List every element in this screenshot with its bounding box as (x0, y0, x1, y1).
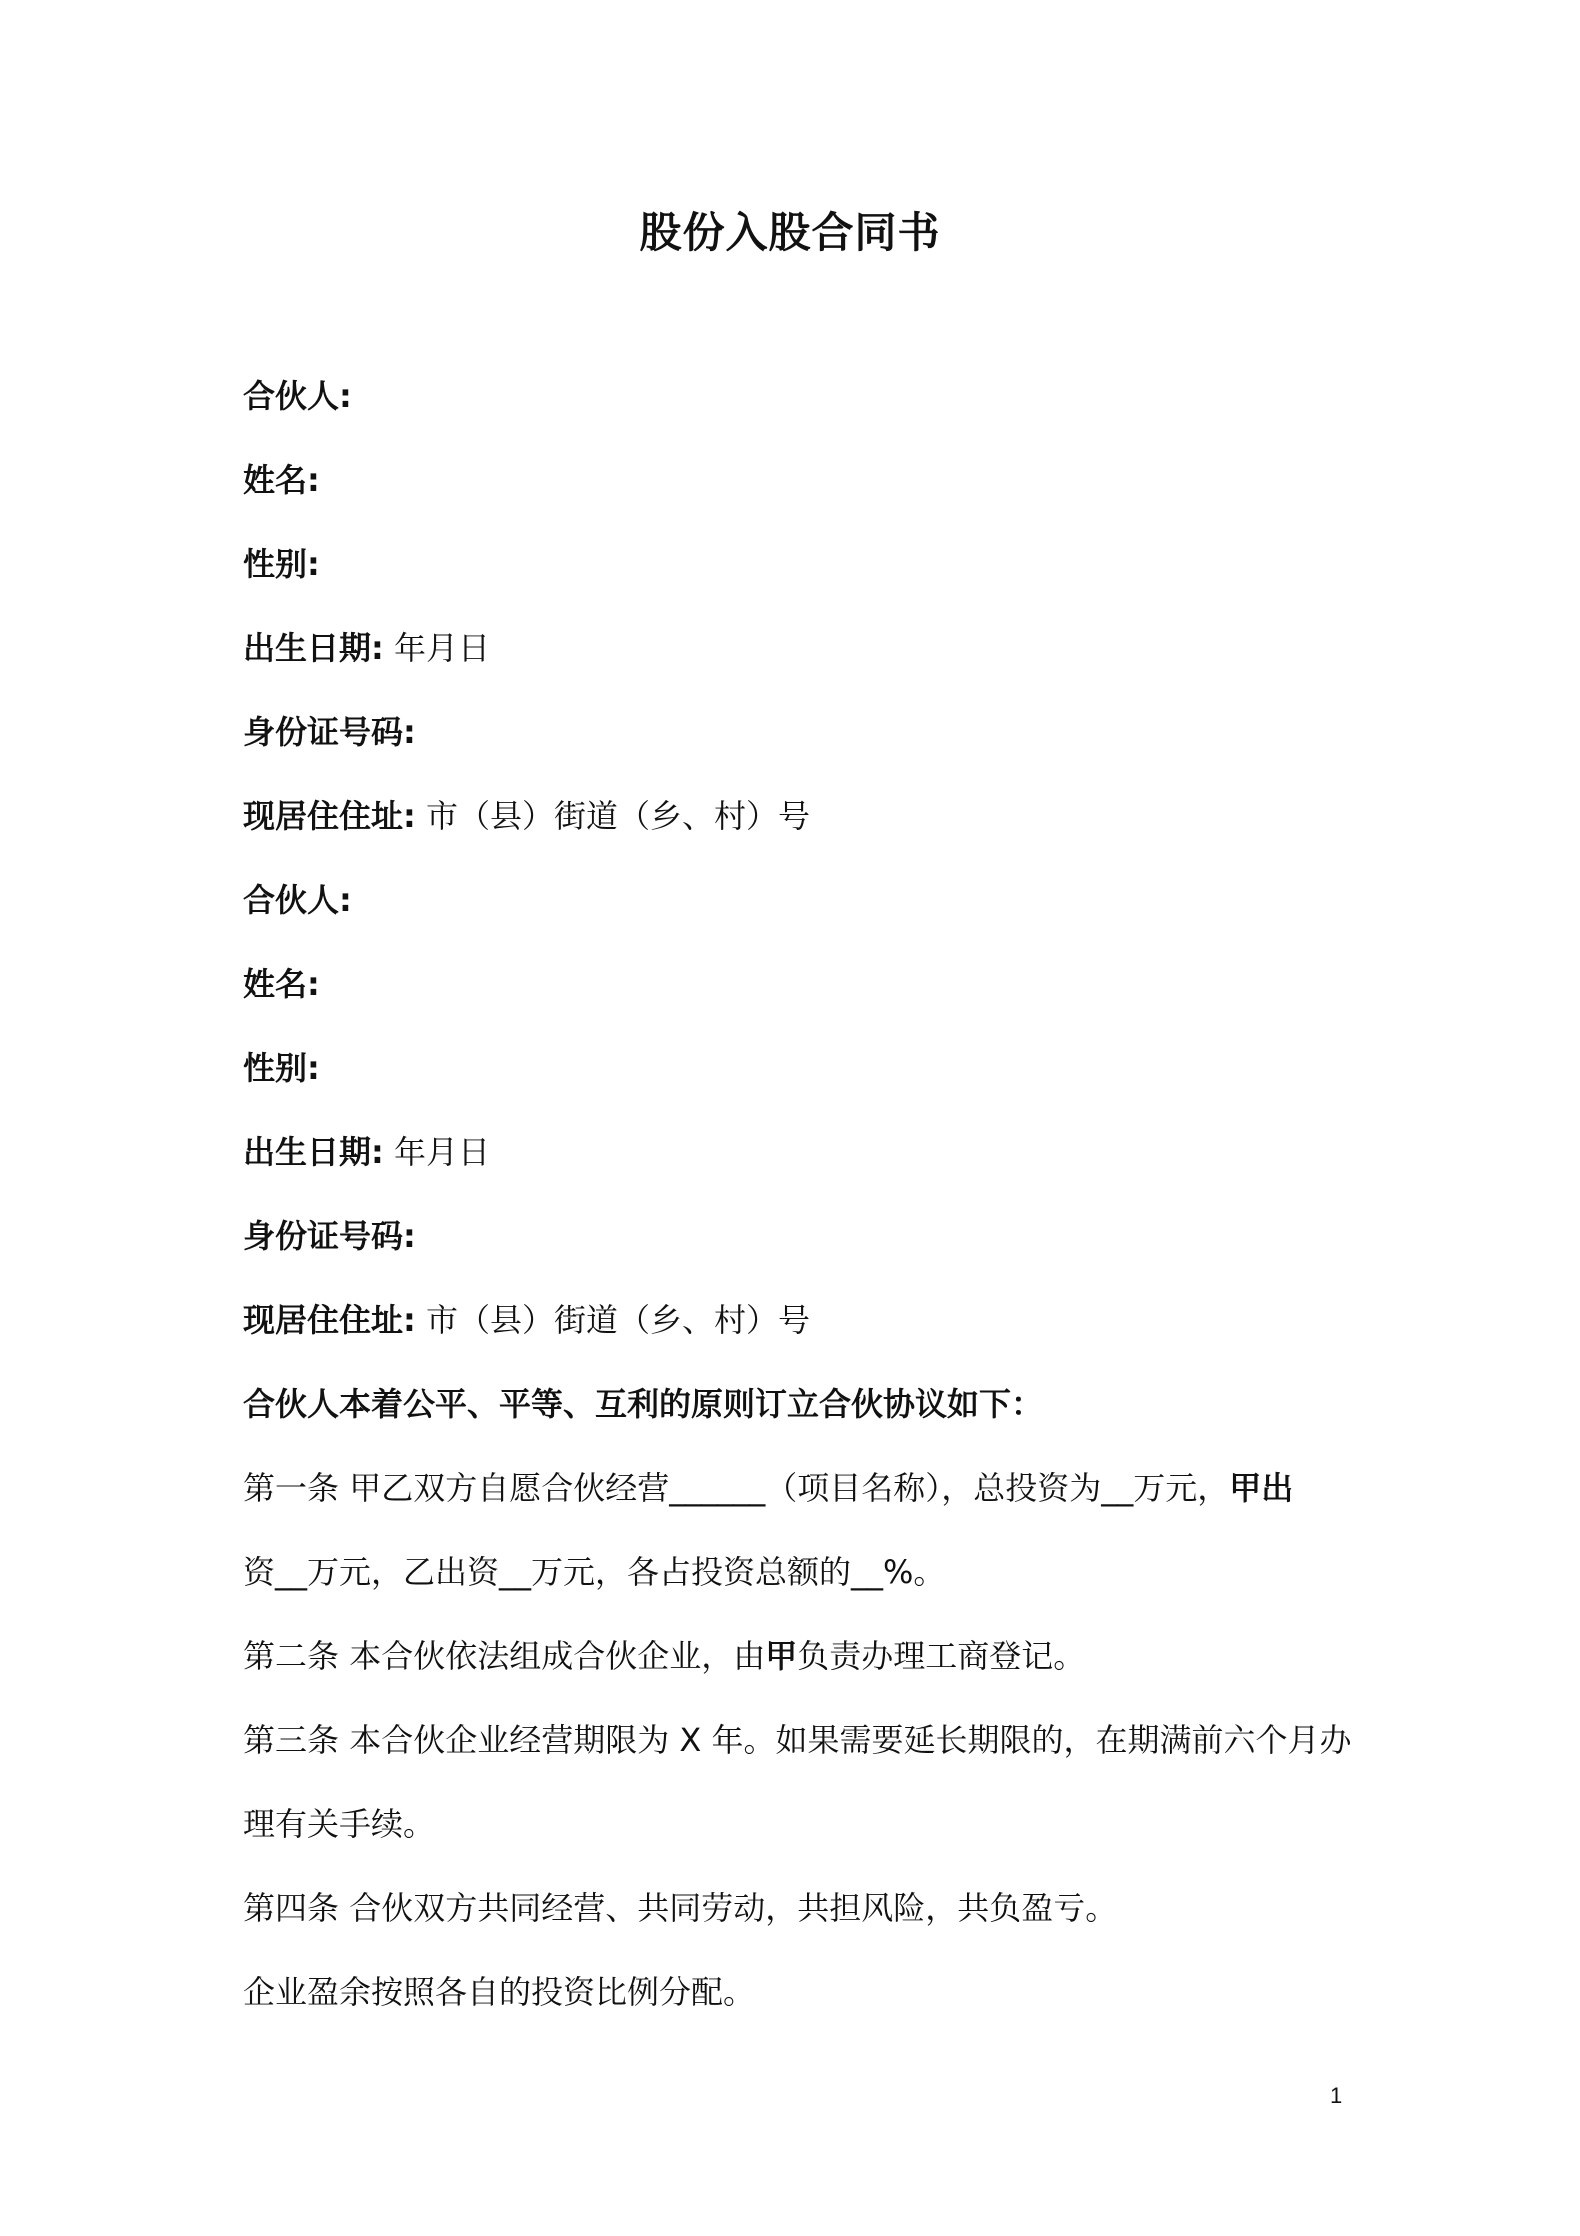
article-1-text: 甲乙双方自愿合伙经营______（项目名称），总投资为__万元， (349, 1469, 1230, 1507)
preamble: 合伙人本着公平、平等、互利的原则订立合伙协议如下： (243, 1385, 1044, 1423)
partner1-gender-label: 性别: (243, 545, 320, 583)
document-body (243, 372, 1353, 2052)
partner2-birth-row (243, 1128, 1353, 1212)
page-number: 1 (1330, 2083, 1343, 2108)
partner2-birth-label: 出生日期: (243, 1133, 384, 1171)
partner2-address-row (243, 1296, 1353, 1380)
partner1-address-label: 现居住住址: (243, 797, 416, 835)
article-2-text-c: 负责办理工商登记。 (797, 1637, 1086, 1675)
partner2-name-label: 姓名: (243, 965, 320, 1003)
partner1-birth-label: 出生日期: (243, 629, 384, 667)
partner2-birth-value: 年月日 (393, 1133, 490, 1171)
partner2-label: 合伙人: (243, 881, 352, 919)
partner2-gender-label: 性别: (243, 1049, 320, 1087)
article-1-number: 第一条 (243, 1469, 340, 1507)
article-4-line-2: 企业盈余按照各自的投资比例分配。 (243, 1973, 756, 2011)
partner1-label: 合伙人: (243, 377, 352, 415)
partner1-id-label: 身份证号码: (243, 713, 416, 751)
article-2-text-b: 甲 (765, 1637, 798, 1675)
article-2-text-a: 本合伙依法组成合伙企业，由 (349, 1637, 766, 1675)
article-4-line-1 (243, 1884, 1353, 1968)
partner1-name-label: 姓名: (243, 461, 320, 499)
partner2-id-label: 身份证号码: (243, 1217, 416, 1255)
article-4-text: 合伙双方共同经营、共同劳动，共担风险，共负盈亏。 (349, 1889, 1118, 1927)
article-3-number: 第三条 (243, 1721, 340, 1759)
article-3-line-2: 理有关手续。 (243, 1805, 436, 1843)
article-1-line-1 (243, 1464, 1353, 1548)
partner1-birth-row (243, 624, 1353, 708)
partner1-address-value: 市（县）街道（乡、村）号 (425, 797, 810, 835)
document-title: 股份入股合同书 (639, 208, 941, 257)
article-1-line-2: 资__万元，乙出资__万元，各占投资总额的__%。 (243, 1553, 946, 1591)
article-2-number: 第二条 (243, 1637, 340, 1675)
article-4-number: 第四条 (243, 1889, 340, 1927)
partner1-birth-value: 年月日 (393, 629, 490, 667)
article-3-text: 本合伙企业经营期限为 X 年。如果需要延长期限的，在期满前六个月办 (349, 1721, 1352, 1759)
partner1-address-row (243, 792, 1353, 876)
partner2-address-value: 市（县）街道（乡、村）号 (425, 1301, 810, 1339)
article-1-bold-text: 甲出 (1229, 1469, 1294, 1507)
article-2 (243, 1632, 1353, 1716)
article-3-line-1 (243, 1716, 1353, 1800)
partner2-address-label: 现居住住址: (243, 1301, 416, 1339)
